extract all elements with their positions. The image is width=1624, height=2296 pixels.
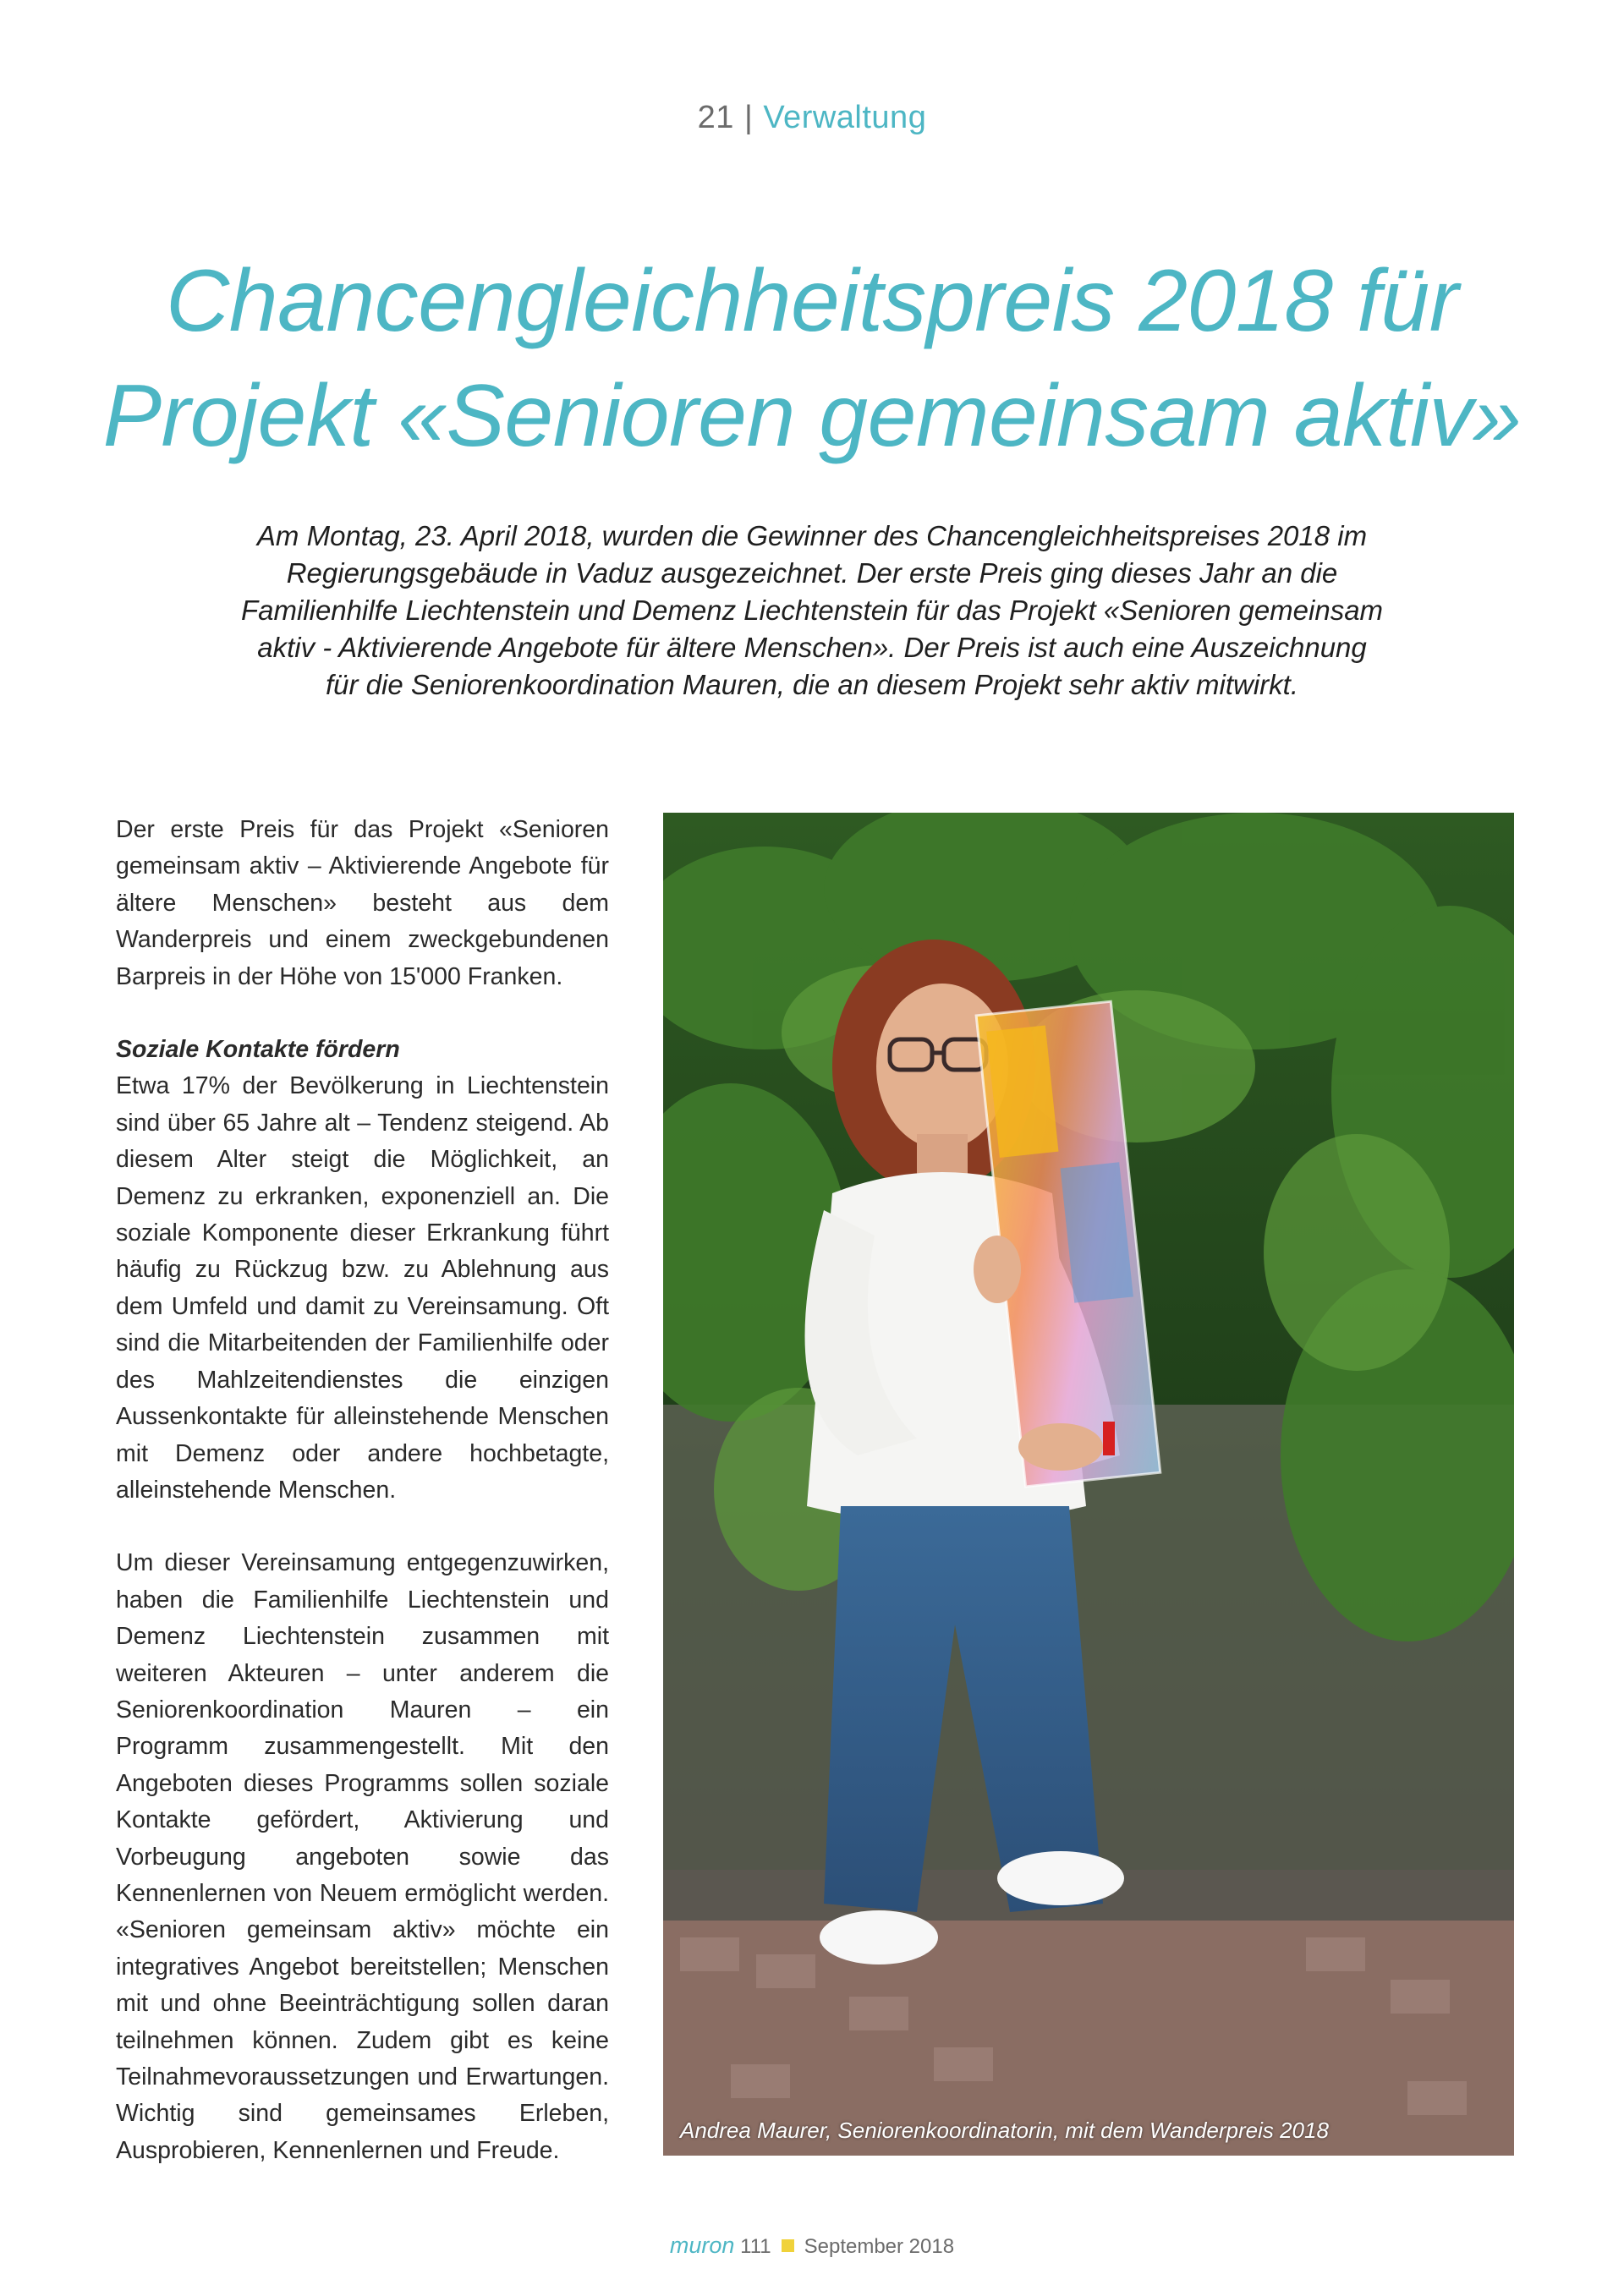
issue-number: 111	[740, 2235, 771, 2258]
section-name: Verwaltung	[763, 100, 927, 135]
photo-caption: Andrea Maurer, Seniorenkoordinatorin, mit dem Wanderpreis 2018	[680, 2118, 1329, 2143]
header-separator: |	[743, 100, 754, 135]
subheading: Soziale Kontakte fördern	[116, 1036, 400, 1064]
issue-date: September 2018	[804, 2235, 955, 2258]
magazine-name: muron	[669, 2233, 735, 2258]
lead-line: Regierungsgebäude in Vaduz ausgezeichnet. Der erste Preis ging dieses Jahr an die	[286, 557, 1338, 589]
body-paragraph-1: Der erste Preis für das Projekt «Senioren gemeinsam aktiv – Aktivierende Angebote für ältere Menschen» besteht aus dem Wanderpreis und einem zweckgebundenen Barpreis in der Höhe von 15'000 Franken.	[116, 816, 609, 990]
body-paragraph-3: Um dieser Vereinsamung entgegenzuwirken, haben die Familienhilfe Liechtenstein und Demenz Liechtenstein zusammen mit weiteren Akteuren – unter anderem die Seniorenkoordination Mauren – ein Programm zusammengestellt. Mit den Angeboten dieses Programms sollen soziale Kontakte gefördert, Aktivierung und Vorbeugung angeboten sowie das Kennenlernen von Neuem ermöglicht werden. «Senioren gemeinsam aktiv» möchte ein integratives Angebot bereitstellen; Menschen mit und ohne Beeinträchtigung sollen daran teilnehmen können. Zudem gibt es keine Teilnahmevoraussetzungen und Erwartungen. Wichtig sind gemeinsames Erleben, Ausprobieren, Kennenlernen und Freude.	[116, 1549, 609, 2164]
article-photo	[663, 813, 1514, 2156]
page-number: 21	[697, 100, 734, 135]
article-title	[93, 244, 1531, 474]
article-title-line-2: Projekt «Senioren gemeinsam aktiv»	[102, 367, 1522, 465]
footer-square-icon	[782, 2239, 794, 2252]
page-header	[0, 100, 1624, 136]
photo-illustration	[663, 813, 1514, 2156]
lead-line: Familienhilfe Liechtenstein und Demenz Liechtenstein für das Projekt «Senioren gemeinsam	[240, 595, 1384, 626]
article-lead	[195, 518, 1429, 704]
lead-line: für die Seniorenkoordination Mauren, die an diesem Projekt sehr aktiv mitwirkt.	[325, 669, 1299, 700]
lead-line: aktiv - Aktivierende Angebote für ältere Menschen». Der Preis ist auch eine Auszeichnung	[257, 632, 1367, 663]
page-footer	[0, 2233, 1624, 2259]
article-title-line-1: Chancengleichheitspreis 2018 für	[166, 252, 1458, 350]
body-column	[116, 812, 609, 2169]
lead-line: Am Montag, 23. April 2018, wurden die Gewinner des Chancengleichheitspreises 2018 im	[256, 520, 1368, 551]
body-paragraph-2: Etwa 17% der Bevölkerung in Liechtenstein sind über 65 Jahre alt – Tendenz steigend. Ab diesem Alter steigt die Möglichkeit, an Demenz zu erkranken, exponenziell an. Die soziale Komponente dieser Erkrankung führt häufig zu Rückzug bzw. zu Ablehnung aus dem Umfeld und damit zu Vereinsamung. Oft sind die Mitarbeitenden der Familienhilfe oder des Mahlzeitendienstes die einzigen Aussenkontakte für alleinstehende Menschen mit Demenz oder andere hochbetagte, alleinstehende Menschen.	[116, 1072, 609, 1504]
